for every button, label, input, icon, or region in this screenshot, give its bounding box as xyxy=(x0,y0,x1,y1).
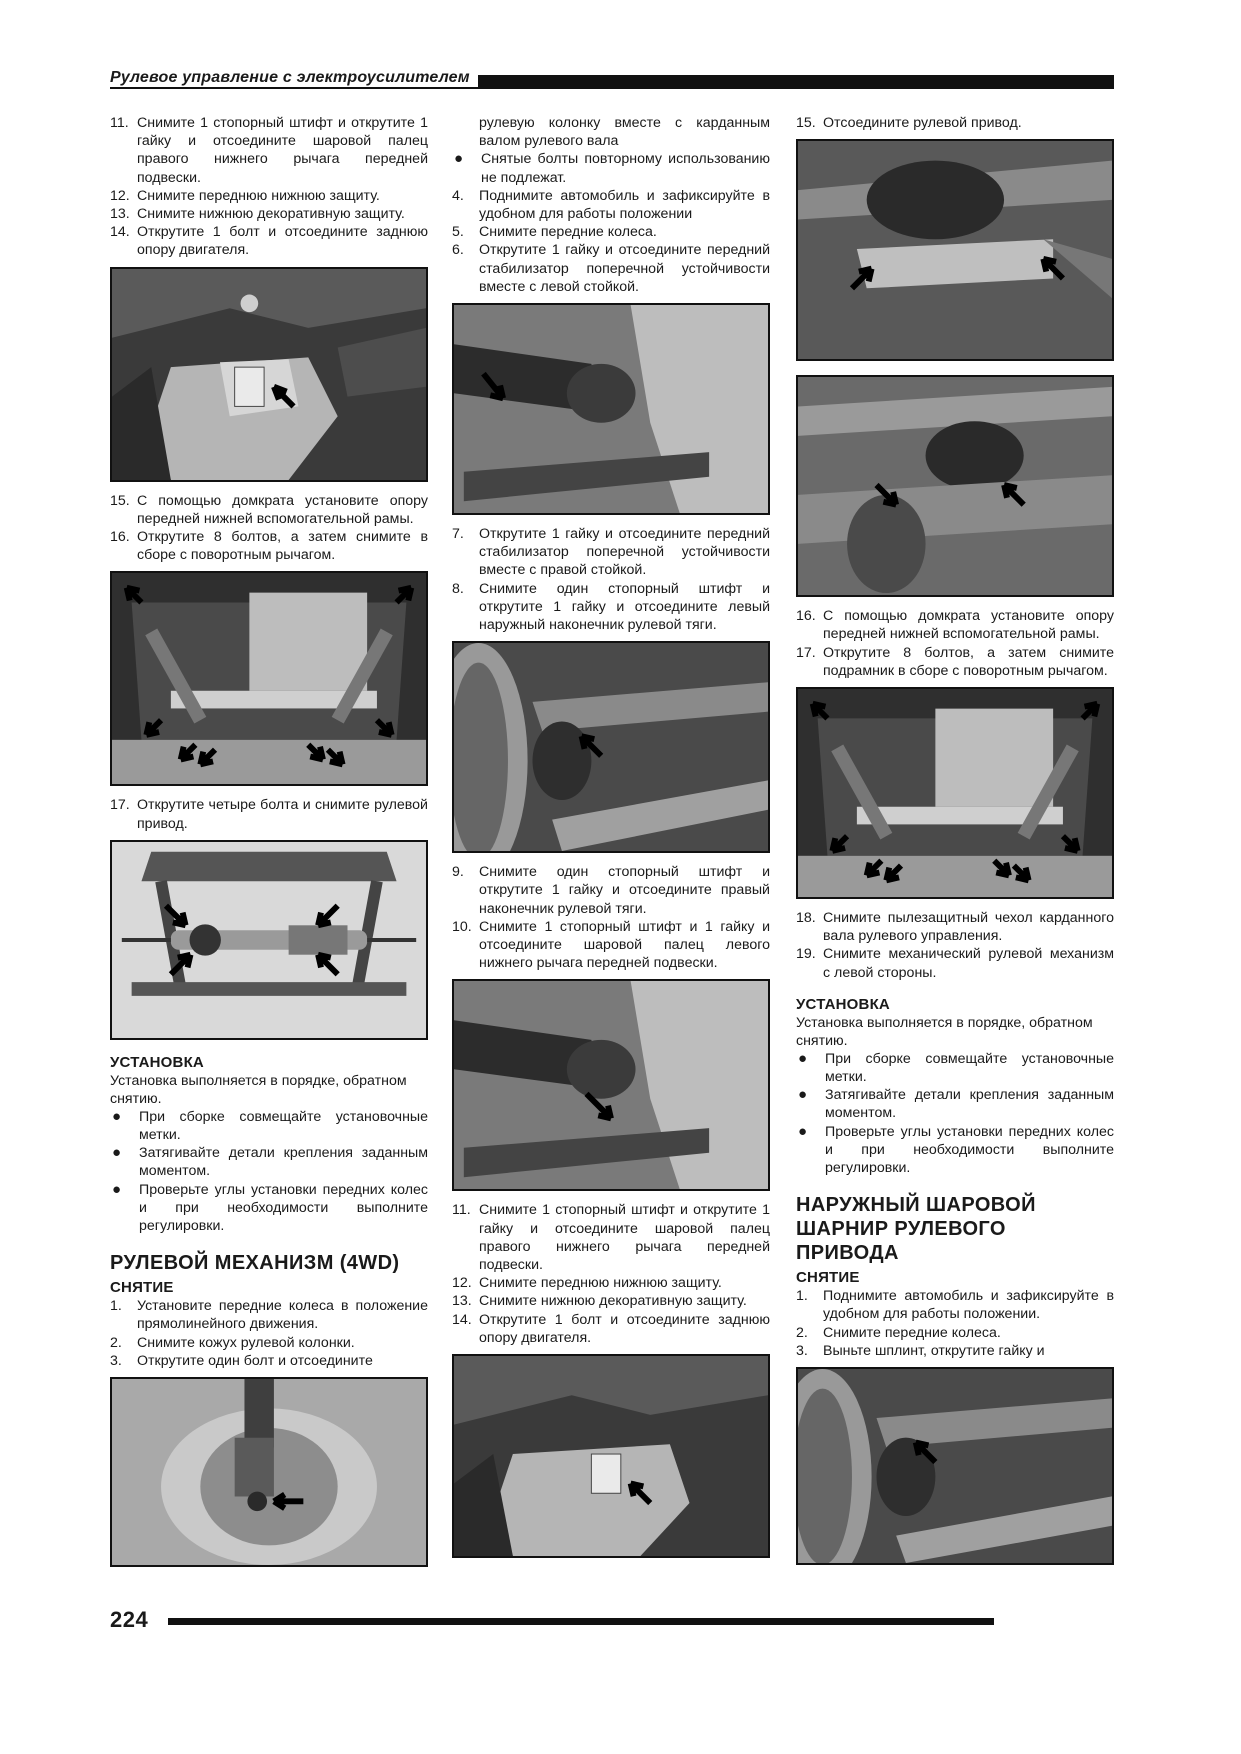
step-text: Снимите один стопорный штифт и открутите 1 гайку и отсоедините правый наконечник рулевой тяги. xyxy=(479,864,770,917)
step-number: 10. xyxy=(452,918,472,935)
photo-engine-rear-mount xyxy=(110,267,428,482)
step-number: 14. xyxy=(110,224,130,241)
step-text: Открутите четыре болта и снимите рулевой привод. xyxy=(137,797,428,832)
step-number: 6. xyxy=(452,242,464,259)
step-number: 13. xyxy=(452,1293,472,1310)
step-list xyxy=(110,492,428,565)
bullet-text: При сборке совмещайте установочные метки. xyxy=(825,1050,1114,1086)
step-text: С помощью домкрата установите опору передней нижней вспомогательной рамы. xyxy=(823,608,1114,643)
step-number: 19. xyxy=(796,946,816,963)
bullet-item xyxy=(796,1086,1114,1122)
step-number: 13. xyxy=(110,206,130,223)
bullet-list xyxy=(110,1108,428,1235)
bullet-text: Проверьте углы установки передних колес и при необходимости выполните регулировки. xyxy=(825,1123,1114,1177)
step-list xyxy=(796,909,1114,982)
step-item xyxy=(110,492,428,528)
step-number: 14. xyxy=(452,1311,472,1328)
step-text: Снимите 1 стопорный штифт и открутите 1 гайку и отсоедините шаровой палец правого нижнего рычага передней подвески. xyxy=(137,115,428,186)
step-list xyxy=(796,114,1114,132)
photo-left-lower-arm-ball-joint xyxy=(452,979,770,1191)
step-item xyxy=(796,1287,1114,1323)
bullet-marker: ● xyxy=(798,1122,808,1140)
step-text: Открутите 8 болтов, а затем снимите в сборе с поворотным рычагом. xyxy=(137,529,428,564)
bullet-text: Затягивайте детали крепления заданным моментом. xyxy=(825,1087,1114,1122)
install-heading: УСТАНОВКА xyxy=(110,1053,204,1071)
step-item xyxy=(452,1274,770,1292)
bullet-marker: ● xyxy=(112,1144,122,1162)
column-1 xyxy=(110,114,428,1577)
photo-steering-column-shaft xyxy=(110,1377,428,1567)
step-text: Снимите передние колеса. xyxy=(823,1324,1001,1341)
continued-text: рулевую колонку вместе с карданным валом рулевого вала xyxy=(479,115,770,150)
step-number: 9. xyxy=(452,864,464,881)
step-item xyxy=(796,644,1114,680)
step-item xyxy=(452,863,770,918)
step-text: Снимите 1 стопорный штифт и 1 гайку и отсоедините шаровой палец левого нижнего рычага передней подвески. xyxy=(479,918,770,972)
step-text: Снимите один стопорный штифт и открутите 1 гайку и отсоедините левый наружный наконечник рулевой тяги. xyxy=(479,580,770,634)
step-list xyxy=(110,796,428,832)
step-item xyxy=(110,1352,428,1370)
removal-heading: СНЯТИЕ xyxy=(110,1279,174,1297)
bullet-list xyxy=(452,150,770,186)
photo-steering-boot-bolts xyxy=(796,375,1114,597)
step-number: 12. xyxy=(110,187,130,204)
step-item xyxy=(452,1311,770,1347)
step-item xyxy=(110,187,428,205)
bullet-marker: ● xyxy=(798,1086,808,1104)
bullet-marker: ● xyxy=(454,150,464,168)
step-number: 1. xyxy=(110,1298,122,1315)
step-list xyxy=(110,114,428,260)
column-3 xyxy=(796,114,1114,1575)
install-heading: УСТАНОВКА xyxy=(796,995,890,1013)
bullet-list xyxy=(796,1050,1114,1177)
step-text: Поднимите автомобиль и зафиксируйте в удобном для работы положении. xyxy=(823,1288,1114,1323)
step-text: Снимите передние колеса. xyxy=(479,224,657,241)
step-item xyxy=(110,1297,428,1333)
bullet-item xyxy=(110,1181,428,1236)
step-number: 11. xyxy=(452,1202,471,1219)
bullet-text: Снятые болты повторному использованию не подлежат. xyxy=(481,151,770,186)
step-text: Открутите 1 гайку и отсоедините передний стабилизатор поперечной устойчивости вместе с левой стойкой. xyxy=(479,242,770,295)
step-number: 7. xyxy=(452,526,464,543)
step-item xyxy=(796,909,1114,945)
step-number: 17. xyxy=(110,797,130,814)
step-item xyxy=(452,1201,770,1274)
step-number: 15. xyxy=(796,115,816,131)
step-number: 8. xyxy=(452,580,464,597)
step-list xyxy=(452,187,770,296)
photo-steering-gear-bench xyxy=(110,840,428,1040)
step-number: 4. xyxy=(452,187,464,204)
photo-subframe-bolts xyxy=(110,571,428,786)
page-number: 224 xyxy=(110,1607,149,1632)
step-item xyxy=(796,114,1114,132)
step-number: 3. xyxy=(796,1342,808,1359)
running-header xyxy=(110,69,1114,90)
step-item xyxy=(452,241,770,296)
step-number: 15. xyxy=(110,492,130,509)
step-number: 16. xyxy=(110,529,130,546)
bullet-marker: ● xyxy=(798,1049,808,1067)
bullet-marker: ● xyxy=(112,1180,122,1198)
step-item xyxy=(796,1324,1114,1342)
step-item xyxy=(452,918,770,973)
step-item xyxy=(796,1342,1114,1360)
bullet-text: Затягивайте детали крепления заданным моментом. xyxy=(139,1145,428,1180)
step-item xyxy=(452,187,770,223)
photo-steering-gear-disconnect xyxy=(796,139,1114,361)
step-text: Снимите кожух рулевой колонки. xyxy=(137,1334,355,1351)
step-item xyxy=(110,223,428,259)
step-number: 18. xyxy=(796,910,816,927)
step-text: Открутите 8 болтов, а затем снимите подрамник в сборе с поворотным рычагом. xyxy=(823,644,1114,679)
step-text: Открутите 1 гайку и отсоедините передний стабилизатор поперечной устойчивости вместе с правой стойкой. xyxy=(479,526,770,579)
step-item xyxy=(452,1292,770,1310)
bullet-item xyxy=(452,150,770,186)
step-list xyxy=(796,607,1114,680)
step-text: Снимите пылезащитный чехол карданного вала рулевого управления. xyxy=(823,910,1114,945)
step-text: С помощью домкрата установите опору передней нижней вспомогательной рамы. xyxy=(137,492,428,527)
step-item xyxy=(110,1334,428,1352)
photo-left-tie-rod-end xyxy=(452,641,770,853)
page-footer xyxy=(110,1607,994,1637)
step-list xyxy=(796,1287,1114,1360)
bullet-text: При сборке совмещайте установочные метки. xyxy=(139,1108,428,1144)
step-list xyxy=(452,1201,770,1347)
step-item xyxy=(110,796,428,832)
section-title: НАРУЖНЫЙ ШАРОВОЙ ШАРНИР РУЛЕВОГО ПРИВОДА xyxy=(796,1194,1036,1265)
bullet-text: Проверьте углы установки передних колес и при необходимости выполните регулировки. xyxy=(139,1181,428,1235)
step-item xyxy=(796,607,1114,643)
step-number: 2. xyxy=(110,1334,122,1351)
step-number: 11. xyxy=(110,115,129,131)
step-item xyxy=(110,528,428,564)
step-text: Снимите переднюю нижнюю защиту. xyxy=(137,187,380,204)
bullet-item xyxy=(110,1144,428,1180)
step-number: 2. xyxy=(796,1324,808,1341)
step-number: 3. xyxy=(110,1352,122,1369)
bullet-item xyxy=(796,1050,1114,1086)
bullet-marker: ● xyxy=(112,1107,122,1125)
install-text: Установка выполняется в порядке, обратном снятию. xyxy=(796,1014,1093,1049)
header-title: Рулевое управление с электроусилителем xyxy=(110,69,478,87)
step-list xyxy=(110,1297,428,1370)
photo-outer-ball-joint xyxy=(796,1367,1114,1565)
step-number: 17. xyxy=(796,644,816,661)
removal-heading: СНЯТИЕ xyxy=(796,1269,860,1287)
step-item xyxy=(452,223,770,241)
step-number: 16. xyxy=(796,608,816,625)
bullet-item xyxy=(110,1108,428,1144)
step-text: Снимите переднюю нижнюю защиту. xyxy=(479,1275,722,1292)
photo-left-stabilizer-link xyxy=(452,303,770,515)
footer-rule xyxy=(168,1618,994,1625)
column-2 xyxy=(452,114,770,1568)
step-text: Снимите механический рулевой механизм с левой стороны. xyxy=(823,946,1114,981)
bullet-item xyxy=(796,1123,1114,1178)
step-text: Открутите один болт и отсоедините xyxy=(137,1352,373,1369)
step-item xyxy=(452,580,770,635)
install-text: Установка выполняется в порядке, обратном снятию. xyxy=(110,1072,407,1107)
photo-subframe-bolts-2 xyxy=(796,687,1114,899)
step-list xyxy=(452,863,770,972)
step-text: Открутите 1 болт и отсоедините заднюю опору двигателя. xyxy=(137,224,428,259)
step-text: Установите передние колеса в положение прямолинейного движения. xyxy=(137,1298,428,1333)
step-text: Открутите 1 болт и отсоедините заднюю опору двигателя. xyxy=(479,1311,770,1346)
step-text: Поднимите автомобиль и зафиксируйте в удобном для работы положении xyxy=(479,187,770,223)
step-item xyxy=(796,945,1114,981)
step-text: Выньте шплинт, открутите гайку и xyxy=(823,1342,1045,1359)
step-text: Отсоедините рулевой привод. xyxy=(823,115,1022,131)
step-list xyxy=(452,525,770,634)
step-text: Снимите нижнюю декоративную защиту. xyxy=(137,206,405,223)
step-number: 5. xyxy=(452,224,464,241)
step-text: Снимите 1 стопорный штифт и открутите 1 гайку и отсоедините шаровой палец правого нижнего рычага передней подвески. xyxy=(479,1202,770,1274)
step-item xyxy=(452,525,770,580)
section-title: РУЛЕВОЙ МЕХАНИЗМ (4WD) xyxy=(110,1252,400,1275)
step-number: 12. xyxy=(452,1275,472,1292)
step-number: 1. xyxy=(796,1288,808,1305)
step-item xyxy=(110,114,428,187)
step-text: Снимите нижнюю декоративную защиту. xyxy=(479,1293,747,1310)
step-item xyxy=(110,205,428,223)
photo-engine-rear-mount-2 xyxy=(452,1354,770,1558)
